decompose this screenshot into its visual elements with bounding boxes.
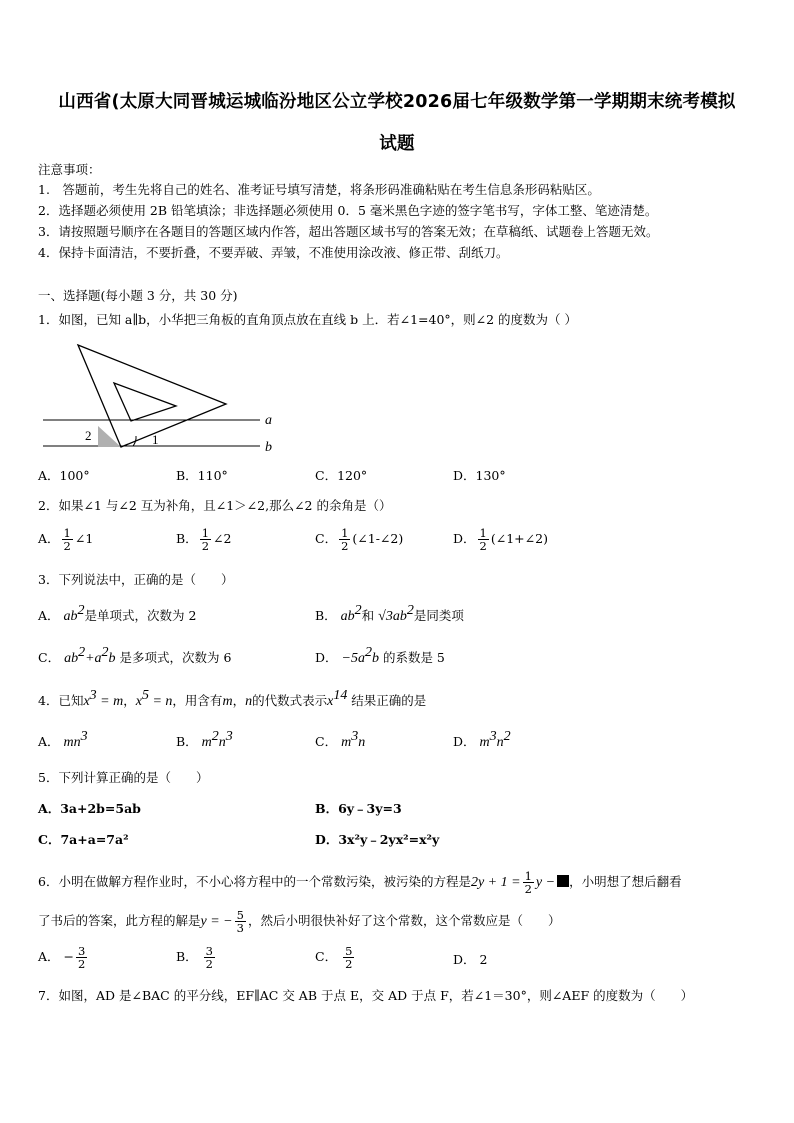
q1-stem: 1．如图，已知 a∥b，小华把三角板的直角顶点放在直线 b 上．若∠1=40°，则∠2 的度数为（ ）: [38, 312, 578, 327]
q1-figure: [38, 338, 288, 458]
label-angle-2: 2: [85, 428, 92, 443]
q6-option-b: B． $\frac{3}{2}$: [176, 944, 213, 972]
q6-stem-line1: 6．小明在做解方程作业时，不小心将方程中的一个常数污染，被污染的方程是2y + 1 = $\frac{1}{2}$ y − ，小明想了想后翻看: [38, 869, 682, 897]
fraction: $\frac{1}{2}$: [341, 526, 349, 554]
fraction: $\frac{3}{2}$: [205, 944, 213, 972]
q6-option-d: D． 2: [453, 952, 488, 967]
fraction: $\frac{1}{2}$: [201, 526, 210, 554]
angle-2-shade: [98, 426, 121, 447]
fraction: $\frac{5}{2}$: [345, 944, 353, 972]
fraction: $\frac{1}{2}$: [524, 869, 532, 897]
exam-title-line2: 试题: [379, 134, 415, 154]
q3-option-c: C． $ab^2+a^2b$ 是多项式，次数为 6: [38, 645, 232, 666]
q5-option-c: C．7a+a=7a²: [38, 832, 129, 847]
q4-option-c: C． $m^3n$: [315, 729, 366, 750]
q2-option-b: B． $\frac{1}{2}$ ∠2: [176, 526, 232, 554]
q2-option-a: A． $\frac{1}{2}$ ∠1: [38, 526, 94, 554]
notice-item-1: 1. 答题前，考生先将自己的姓名、准考证号填写清楚，将条形码准确粘贴在考生信息条形码粘贴区。: [38, 182, 600, 197]
fraction: $\frac{1}{2}$: [63, 526, 71, 554]
section-heading: 一、选择题(每小题 3 分，共 30 分): [38, 288, 238, 303]
fraction: $\frac{5}{3}$: [236, 908, 244, 936]
q5-option-d: D．3x²y﹣2yx²=x²y: [315, 832, 440, 847]
q4-option-d: D． $m^3n^2$: [453, 729, 511, 750]
q2-option-c: C． $\frac{1}{2}$ (∠1-∠2): [315, 526, 404, 554]
q5-stem: 5．下列计算正确的是（ ）: [38, 770, 209, 785]
q2-option-d: D． $\frac{1}{2}$ (∠1+∠2): [453, 526, 548, 554]
q1-option-d: D．130°: [453, 468, 506, 483]
q1-option-b: B．110°: [176, 468, 228, 483]
q5-option-a: A．3a+2b=5ab: [38, 801, 141, 816]
notice-item-2: 2．选择题必须使用 2B 铅笔填涂；非选择题必须使用 0．5 毫米黑色字迹的签字笔书写，字体工整、笔迹清楚。: [38, 203, 658, 218]
q7-stem: 7．如图，AD 是∠BAC 的平分线，EF∥AC 交 AB 于点 E，交 AD 于点 F，若∠1＝30°，则∠AEF 的度数为（ ）: [38, 988, 694, 1003]
q3-option-a: A． $ab^2$是单项式，次数为 2: [38, 603, 197, 624]
q2-stem: 2．如果∠1 与∠2 互为补角，且∠1＞∠2,那么∠2 的余角是（）: [38, 498, 392, 513]
fraction: $\frac{3}{2}$: [78, 944, 86, 972]
label-a: a: [265, 413, 272, 428]
triangle-inner: [114, 383, 176, 421]
notice-item-3: 3．请按照题号顺序在各题目的答题区域内作答，超出答题区域书写的答案无效；在草稿纸、试题卷上答题无效。: [38, 224, 659, 239]
q3-stem: 3．下列说法中，正确的是（ ）: [38, 572, 234, 587]
q4-option-a: A． $mn^3$: [38, 729, 88, 750]
q1-option-c: C．120°: [315, 468, 368, 483]
q4-stem: 4．已知$x^3 = m$，$x^5 = n$，用含有m，n的代数式表示$x^{14}$ 结果正确的是: [38, 688, 427, 709]
ink-blot: [557, 875, 569, 887]
label-angle-1: 1: [152, 432, 159, 447]
q6-option-c: C． $\frac{5}{2}$: [315, 944, 353, 972]
fraction: $\frac{1}{2}$: [479, 526, 487, 554]
q5-option-b: B．6y﹣3y=3: [315, 801, 402, 816]
q6-option-a: A． − $\frac{3}{2}$: [38, 944, 86, 972]
q3-option-b: B． $ab^2$和 $√3ab^2$是同类项: [315, 603, 464, 624]
q6-stem-line2: 了书后的答案，此方程的解是y = − $\frac{5}{3}$ ，然后小明很快补好了这个常数，这个常数应是（ ）: [38, 908, 561, 936]
notice-heading: 注意事项：: [38, 162, 101, 177]
q4-option-b: B． $m^2n^3$: [176, 729, 233, 750]
q1-option-a: A．100°: [38, 468, 90, 483]
notice-item-4: 4．保持卡面清洁，不要折叠，不要弄破、弄皱，不准使用涂改液、修正带、刮纸刀。: [38, 245, 509, 260]
q3-option-d: D． $-5a^2b$ 的系数是 5: [315, 645, 445, 666]
label-b: b: [265, 440, 272, 455]
exam-title-line1: 山西省(太原大同晋城运城临汾地区公立学校2026届七年级数学第一学期期末统考模拟: [58, 92, 736, 112]
